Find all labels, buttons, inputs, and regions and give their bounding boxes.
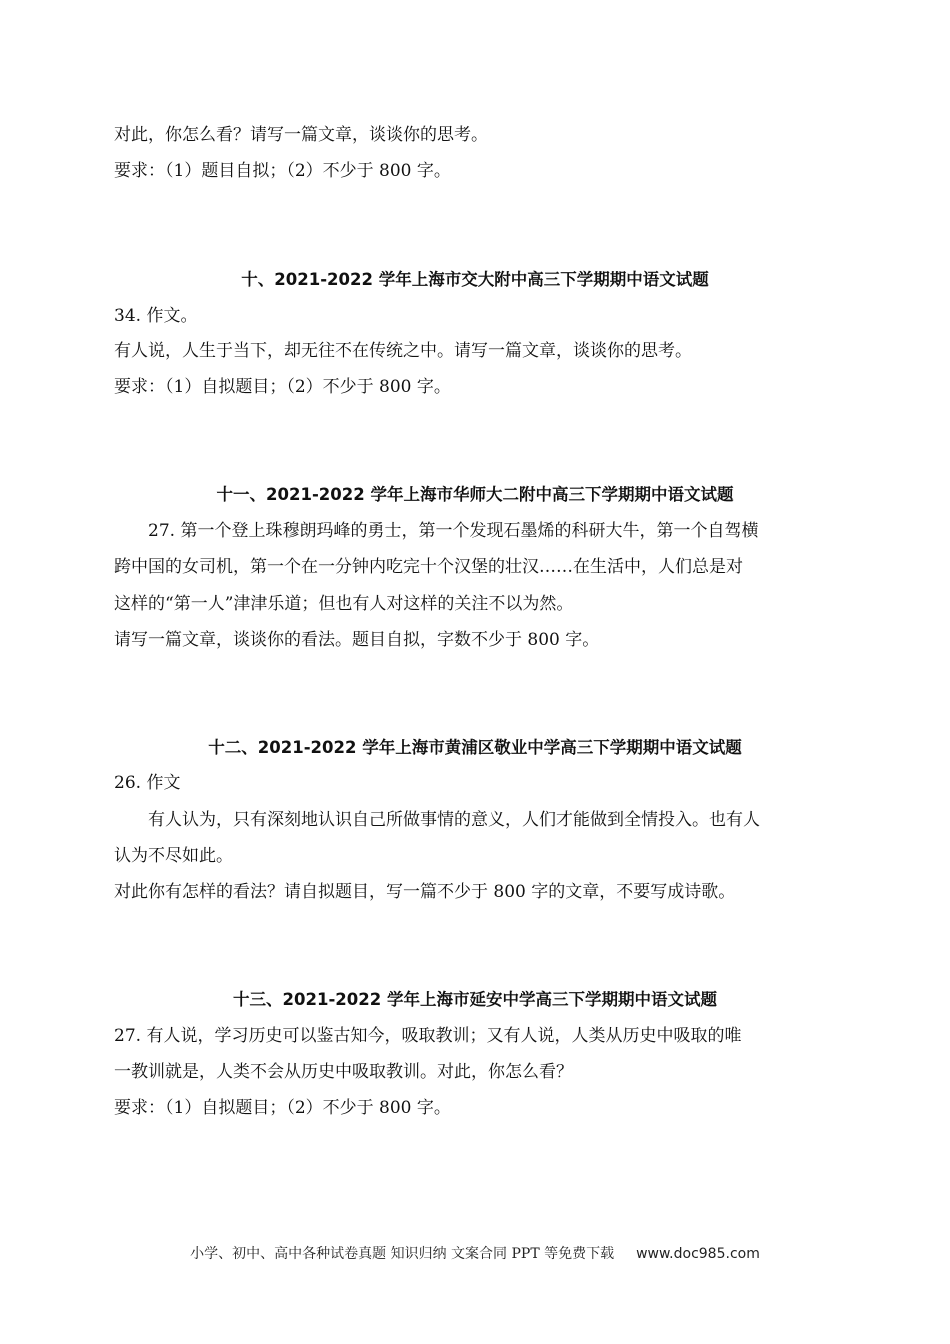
section-13-line-2: 一教训就是，人类不会从历史中吸取教训。对此，你怎么看？ — [114, 1062, 573, 1082]
section-12-line-1: 26. 作文 — [114, 773, 181, 793]
section-10-line-2: 有人说，人生于当下，却无往不在传统之中。请写一篇文章，谈谈你的思考。 — [114, 341, 692, 361]
section-11-line-4: 请写一篇文章，谈谈你的看法。题目自拟，字数不少于 800 字。 — [114, 630, 600, 650]
section-13-line-3: 要求：（1）自拟题目；（2）不少于 800 字。 — [114, 1098, 451, 1118]
section-11-line-1: 27. 第一个登上珠穆朗玛峰的勇士，第一个发现石墨烯的科研大牛，第一个自驾横 — [148, 521, 759, 541]
section-10-line-3: 要求：（1）自拟题目；（2）不少于 800 字。 — [114, 377, 451, 397]
section-11-line-2: 跨中国的女司机，第一个在一分钟内吃完十个汉堡的壮汉……在生活中，人们总是对 — [114, 557, 743, 577]
section-12-line-2: 有人认为，只有深刻地认识自己所做事情的意义，人们才能做到全情投入。也有人 — [148, 810, 760, 830]
section-12-line-3: 认为不尽如此。 — [114, 846, 233, 866]
top-line-1: 对此，你怎么看？请写一篇文章，谈谈你的思考。 — [114, 125, 488, 145]
section-12-line-4: 对此你有怎样的看法？请自拟题目，写一篇不少于 800 字的文章，不要写成诗歌。 — [114, 882, 736, 902]
section-title-11: 十一、2021-2022 学年上海市华师大二附中高三下学期期中语文试题 — [216, 485, 734, 504]
footer-url[interactable]: www.doc985.com — [636, 1246, 760, 1262]
top-line-2: 要求：（1）题目自拟；（2）不少于 800 字。 — [114, 161, 451, 181]
section-13-line-1: 27. 有人说，学习历史可以鉴古知今，吸取教训；又有人说，人类从历史中吸取的唯 — [114, 1026, 742, 1046]
section-11-line-3: 这样的“第一人”津津乐道；但也有人对这样的关注不以为然。 — [114, 594, 574, 614]
footer-text: 小学、初中、高中各种试卷真题 知识归纳 文案合同 PPT 等免费下载 — [190, 1246, 615, 1262]
section-title-12: 十二、2021-2022 学年上海市黄浦区敬业中学高三下学期期中语文试题 — [208, 738, 742, 757]
section-title-10: 十、2021-2022 学年上海市交大附中高三下学期期中语文试题 — [241, 270, 709, 289]
page-footer — [0, 1243, 950, 1265]
section-10-line-1: 34. 作文。 — [114, 306, 198, 326]
section-title-13: 十三、2021-2022 学年上海市延安中学高三下学期期中语文试题 — [233, 990, 717, 1009]
